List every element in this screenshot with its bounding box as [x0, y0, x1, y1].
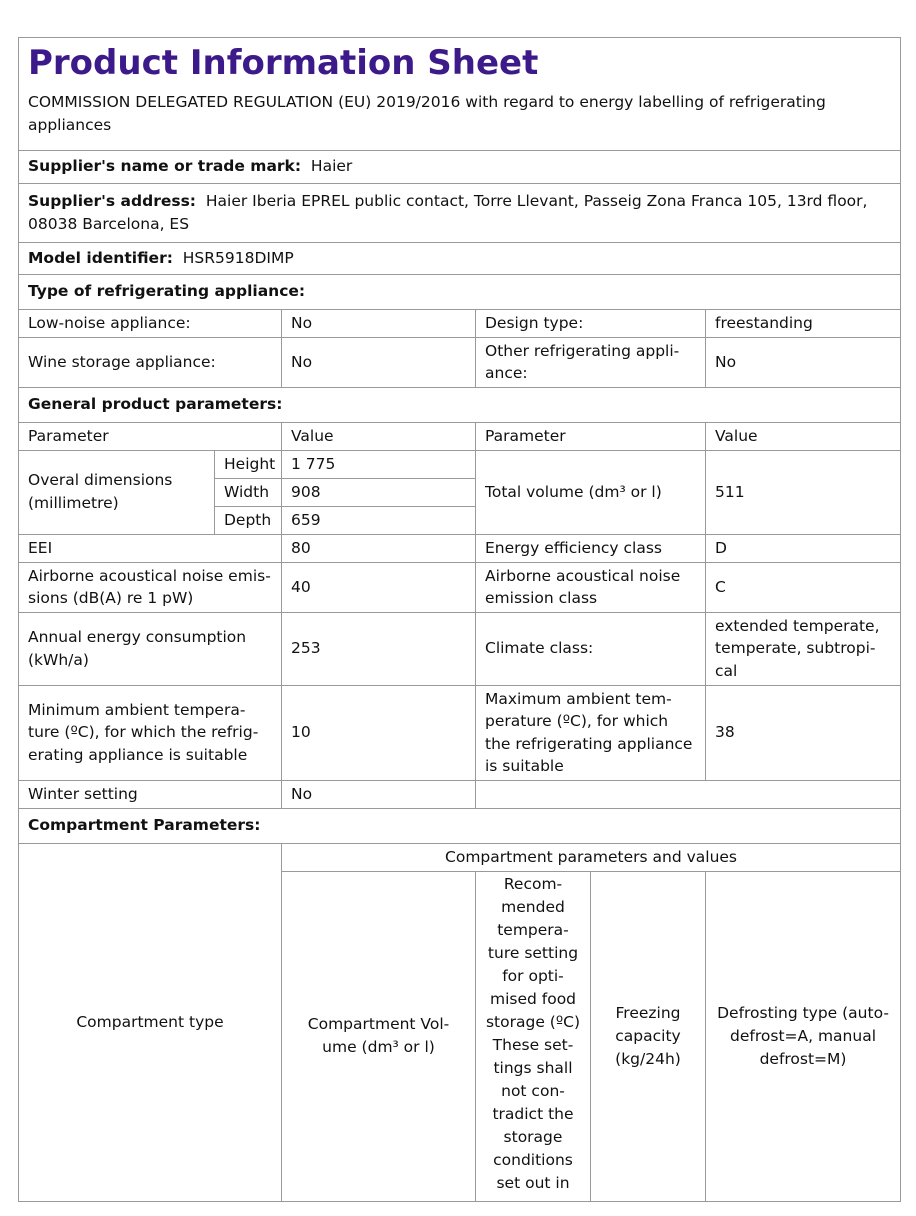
design-type-value: freestanding: [706, 309, 901, 337]
supplier-address-label: Supplier's address:: [28, 191, 196, 210]
depth-label: Depth: [215, 506, 282, 534]
climate-class-value: extended temperate, temperate, subtropi-cal: [706, 612, 901, 685]
model-value: HSR5918DIMP: [182, 248, 294, 267]
min-ambient-temp-value: 10: [282, 685, 476, 780]
supplier-address-row: [19, 183, 901, 242]
low-noise-value: No: [282, 309, 476, 337]
height-value: 1 775: [282, 450, 476, 478]
compartment-type-header: Compartment type: [19, 843, 282, 1201]
compartment-params-header: Compartment parameters and values: [282, 843, 901, 871]
sheet-table: [18, 37, 901, 1202]
min-ambient-temp-label: Minimum ambient tempera-ture (ºC), for which the refrig-erating appliance is suitable: [19, 685, 282, 780]
width-value: 908: [282, 478, 476, 506]
noise-class-value: C: [706, 562, 901, 612]
compartment-section-heading: Compartment Parameters:: [19, 808, 901, 843]
max-ambient-temp-label: Maximum ambient tem-perature (ºC), for which the refrigerating appliance is suitable: [476, 685, 706, 780]
recommended-temp-header: [476, 871, 591, 1201]
width-label: Width: [215, 478, 282, 506]
eei-label: EEI: [19, 534, 282, 562]
energy-class-label: Energy efficiency class: [476, 534, 706, 562]
energy-class-value: D: [706, 534, 901, 562]
page-title: Product Information Sheet: [19, 38, 901, 87]
low-noise-label: Low-noise appliance:: [19, 309, 282, 337]
noise-emissions-value: 40: [282, 562, 476, 612]
eei-value: 80: [282, 534, 476, 562]
col-value-left: Value: [282, 422, 476, 450]
compartment-volume-header: Compartment Vol-ume (dm³ or l): [282, 871, 476, 1201]
supplier-name-label: Supplier's name or trade mark:: [28, 157, 302, 175]
noise-class-label: Airborne acoustical noise emission class: [476, 562, 706, 612]
model-row: [19, 242, 901, 274]
height-label: Height: [215, 450, 282, 478]
other-appliance-label: Other refrigerating appli-ance:: [476, 337, 706, 387]
climate-class-label: Climate class:: [476, 612, 706, 685]
max-ambient-temp-value: 38: [706, 685, 901, 780]
annual-energy-value: 253: [282, 612, 476, 685]
annual-energy-label: Annual energy consumption (kWh/a): [19, 612, 282, 685]
total-volume-value: 511: [706, 450, 901, 534]
wine-storage-value: No: [282, 337, 476, 387]
empty-cell: [476, 780, 901, 808]
supplier-name-row: [19, 150, 901, 183]
defrosting-type-header: Defrosting type (auto-defrost=A, manual defrost=M): [706, 871, 901, 1201]
type-section-heading: Type of refrigerating appliance:: [19, 274, 901, 309]
supplier-name-value: Haier: [310, 157, 353, 175]
col-parameter-left: Parameter: [19, 422, 282, 450]
recommended-temp-text: [485, 873, 581, 1199]
col-value-right: Value: [706, 422, 901, 450]
winter-setting-label: Winter setting: [19, 780, 282, 808]
dimensions-label: Overal dimensions (millimetre): [19, 450, 215, 534]
wine-storage-label: Wine storage appliance:: [19, 337, 282, 387]
depth-value: 659: [282, 506, 476, 534]
total-volume-label: Total volume (dm³ or l): [476, 450, 706, 534]
model-label: Model identifier:: [28, 248, 173, 267]
supplier-address-value: Haier Iberia EPREL public contact, Torre Llevant, Passeig Zona Franca 105, 13rd floor, 08038 Barcelona, ES: [28, 191, 868, 233]
recommended-temp-part-1: Recom-mended tempera-ture setting for opti-mised food storage (ºC): [485, 874, 581, 1031]
design-type-label: Design type:: [476, 309, 706, 337]
freezing-capacity-header: Freezing capacity (kg/24h): [591, 871, 706, 1201]
other-appliance-value: No: [706, 337, 901, 387]
col-parameter-right: Parameter: [476, 422, 706, 450]
general-section-heading: General product parameters:: [19, 387, 901, 422]
regulation-text: COMMISSION DELEGATED REGULATION (EU) 2019/2016 with regard to energy labelling of refrigerating appliances: [19, 86, 901, 150]
product-information-sheet: [18, 37, 900, 1202]
recommended-temp-part-2: These set-tings shall not con-tradict the storage conditions set out in: [492, 1035, 574, 1192]
winter-setting-value: No: [282, 780, 476, 808]
noise-emissions-label: Airborne acoustical noise emis-sions (dB(A) re 1 pW): [19, 562, 282, 612]
